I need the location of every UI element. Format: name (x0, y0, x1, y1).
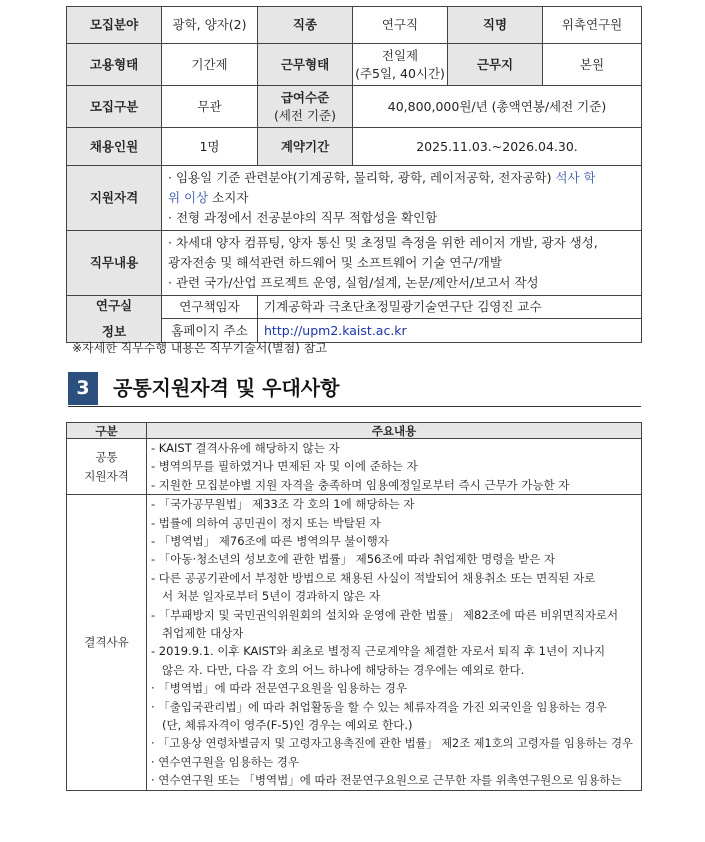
list-item: 취업제한 대상자 (162, 626, 244, 641)
section-number: 3 (68, 372, 98, 405)
recruitment-info-table (66, 6, 642, 343)
duties-line: 광자전송 및 해석관련 하드웨어 및 소프트웨어 기술 연구/개발 (168, 255, 502, 270)
list-item: - 지원한 모집분야별 지원 자격을 충족하며 임용예정일로부터 즉시 근무가 가능한 자 (151, 477, 570, 492)
list-item: - 「부패방지 및 국민권익위원회의 설치와 운영에 관한 법률」 제82조에 따른 비위면직자로서 (151, 607, 619, 622)
work-type-value (353, 44, 448, 86)
salary-header (258, 86, 353, 128)
list-item: · 「병역법」에 따라 전문연구요원을 임용하는 경우 (151, 681, 408, 696)
table-header-row (67, 423, 642, 439)
list-item: (단, 체류자격이 영주(F-5)인 경우는 예외로 한다.) (162, 718, 413, 733)
list-item: · 연수연구원 또는 「병역법」에 따라 전문연구요원으로 근무한 자를 위촉연구원으로 임용하는 (151, 773, 622, 788)
common-qualification-content (147, 439, 642, 495)
table-row (67, 7, 642, 44)
duties-line: · 관련 국가/산업 프로젝트 운영, 실험/설계, 논문/제안서/보고서 작성 (168, 275, 539, 290)
work-type-line: 전일제 (381, 47, 419, 63)
table-row (67, 128, 642, 166)
qualification-line: · 전형 과정에서 전공분야의 직무 적합성을 확인함 (168, 210, 438, 225)
field-value: 광학, 양자(2) (162, 7, 258, 44)
table-row (67, 231, 642, 296)
list-item: - 「국가공무원법」 제33조 각 호의 1에 해당하는 자 (151, 497, 415, 512)
table-row (67, 495, 642, 791)
table-row (67, 86, 642, 128)
employment-type-header: 고용형태 (67, 44, 162, 86)
disqualification-content (147, 495, 642, 791)
salary-value: 40,800,000원/년 (총액연봉/세전 기준) (353, 86, 642, 128)
list-item: - 다른 공공기관에서 부정한 방법으로 채용된 사실이 적발되어 채용취소 또는 면직된 자로 (151, 570, 596, 585)
qualification-value (162, 166, 642, 231)
list-item: - 「병역법」 제76조에 따른 병역의무 불이행자 (151, 534, 389, 549)
salary-header-line: (세전 기준) (273, 107, 337, 123)
list-item: - KAIST 결격사유에 해당하지 않는 자 (151, 441, 340, 455)
table-row (67, 439, 642, 495)
homepage-link[interactable]: http://upm2.kaist.ac.kr (264, 322, 407, 338)
content-column-header: 주요내용 (147, 423, 642, 439)
job-description-note: ※자세한 직무수행 내용은 직무기술서(별첨) 참고 (72, 341, 327, 355)
list-item: - 2019.9.1. 이후 KAIST와 최초로 별정직 근로계약을 체결한 자로서 퇴직 후 1년이 지나지 (151, 644, 606, 659)
qualification-header: 지원자격 (67, 166, 162, 231)
label-line: 지원자격 (84, 468, 129, 483)
headcount-header: 채용인원 (67, 128, 162, 166)
common-qualification-table (66, 422, 642, 791)
table-row (67, 44, 642, 86)
work-type-header: 근무형태 (258, 44, 353, 86)
duties-line: · 차세대 양자 컴퓨팅, 양자 통신 및 초정밀 측정을 위한 레이저 개발, 광자 생성, (168, 235, 598, 250)
category-column-header: 구분 (67, 423, 147, 439)
list-item: · 「출입국관리법」에 따라 취업활동을 할 수 있는 체류자격을 가진 외국인을 임용하는 경우 (151, 699, 607, 714)
workplace-value: 본원 (543, 44, 642, 86)
pi-label: 연구책임자 (162, 296, 258, 319)
table-row (67, 166, 642, 231)
job-type-value: 연구직 (353, 7, 448, 44)
homepage-label: 홈페이지 주소 (162, 319, 258, 343)
list-item: · 연수연구원을 임용하는 경우 (151, 754, 299, 769)
job-type-header: 직종 (258, 7, 353, 44)
duties-value (162, 231, 642, 296)
work-type-line: (주5일, 40시간) (355, 65, 445, 81)
table-row (67, 296, 642, 319)
contract-period-header: 계약기간 (258, 128, 353, 166)
pi-value: 기계공학과 극초단초정밀광기술연구단 김영진 교수 (258, 296, 642, 319)
list-item: - 「아동·청소년의 성보호에 관한 법률」 제56조에 따라 취업제한 명령을 받은 자 (151, 552, 556, 567)
duties-header: 직무내용 (67, 231, 162, 296)
workplace-header: 근무지 (448, 44, 543, 86)
field-header: 모집분야 (67, 7, 162, 44)
lab-info-line: 정보 (101, 324, 127, 339)
salary-header-line: 급여수준 (280, 89, 330, 105)
recruit-category-value: 무관 (162, 86, 258, 128)
recruit-category-header: 모집구분 (67, 86, 162, 128)
list-item: 않은 자. 다만, 다음 각 호의 어느 하나에 해당하는 경우에는 예외로 한다. (162, 662, 525, 677)
disqualification-label: 결격사유 (67, 495, 147, 791)
qualification-line: 위 이상 소지자 (168, 190, 249, 205)
section-title: 공통지원자격 및 우대사항 (113, 376, 340, 400)
common-qualification-label (67, 439, 147, 495)
section-heading (68, 372, 641, 407)
employment-type-value: 기간제 (162, 44, 258, 86)
label-line: 공통 (95, 450, 118, 465)
list-item: - 병역의무를 필하였거나 면제된 자 및 이에 준하는 자 (151, 459, 418, 474)
list-item: 서 처분 일자로부터 5년이 경과하지 않은 자 (162, 589, 381, 604)
headcount-value: 1명 (162, 128, 258, 166)
list-item: - 법률에 의하여 공민권이 정지 또는 박탈된 자 (151, 515, 381, 530)
position-header: 직명 (448, 7, 543, 44)
contract-period-value: 2025.11.03.~2026.04.30. (353, 128, 642, 166)
lab-info-header (67, 296, 162, 343)
qualification-line: · 임용일 기준 관련분야(기계공학, 물리학, 광학, 레이저공학, 전자공학) 석사 학 (168, 170, 596, 185)
lab-info-line: 연구실 (95, 298, 133, 313)
list-item: · 「고용상 연령차별금지 및 고령자고용촉진에 관한 법률」 제2조 제1호의 고령자를 임용하는 경우 (151, 736, 633, 750)
position-value: 위촉연구원 (543, 7, 642, 44)
